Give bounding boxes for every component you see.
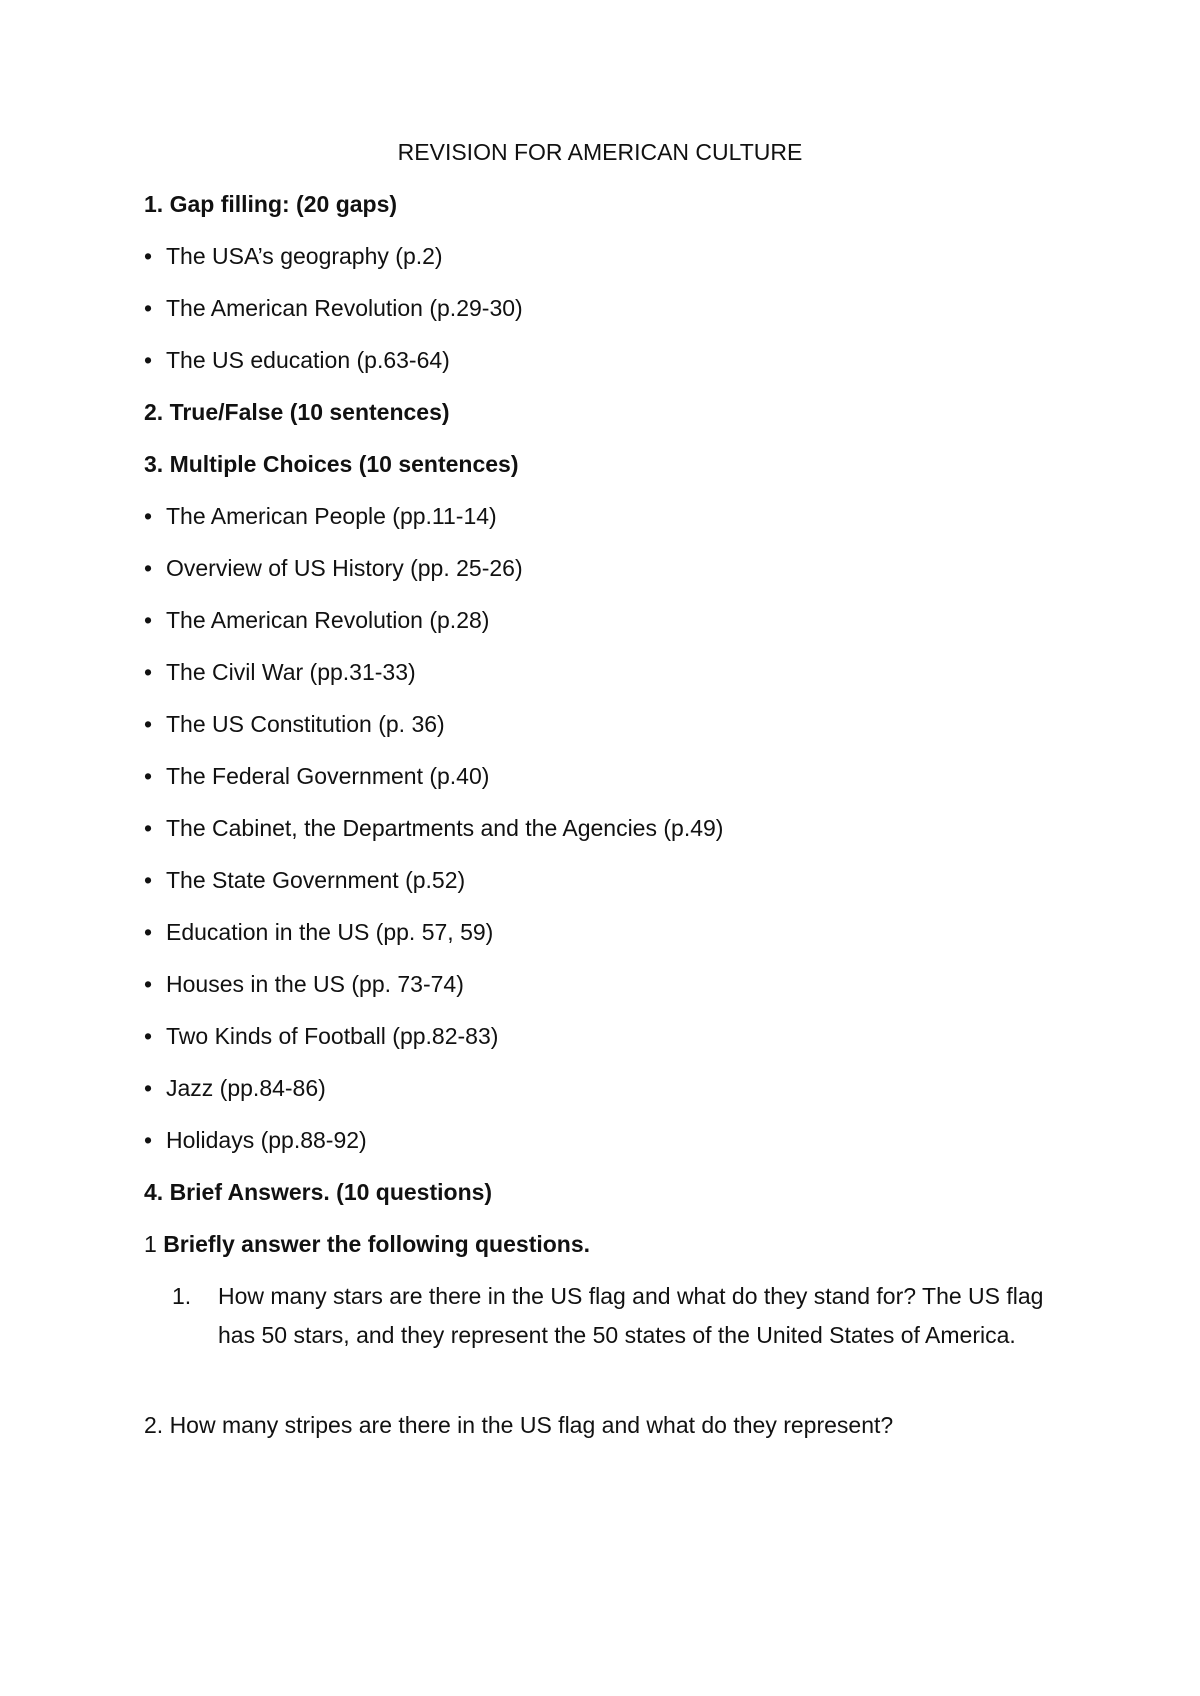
- list-item-text: The US Constitution (p. 36): [166, 711, 445, 737]
- bullet-icon: •: [144, 607, 153, 633]
- list-item: [144, 970, 464, 998]
- instruction-line: [144, 1230, 590, 1258]
- instruction-text: Briefly answer the following questions.: [163, 1231, 591, 1257]
- list-item: [144, 762, 489, 790]
- list-item: [144, 658, 416, 686]
- question-2-text: 2. How many stripes are there in the US flag and what do they represent?: [144, 1412, 894, 1438]
- bullet-icon: •: [144, 815, 153, 841]
- bullet-icon: •: [144, 1023, 153, 1049]
- bullet-icon: •: [144, 867, 153, 893]
- list-item-text: The US education (p.63-64): [166, 347, 450, 373]
- list-item: [144, 866, 465, 894]
- bullet-icon: •: [144, 555, 153, 581]
- bullet-icon: •: [144, 295, 153, 321]
- list-item: [144, 1022, 498, 1050]
- list-item: [144, 242, 443, 270]
- bullet-icon: •: [144, 1127, 153, 1153]
- section-1-heading: 1. Gap filling: (20 gaps): [144, 191, 398, 217]
- list-item-text: The State Government (p.52): [166, 867, 466, 893]
- list-item-text: The Civil War (pp.31-33): [166, 659, 416, 685]
- list-item-text: Houses in the US (pp. 73-74): [166, 971, 464, 997]
- list-item-text: The American Revolution (p.29-30): [166, 295, 523, 321]
- bullet-icon: •: [144, 919, 153, 945]
- list-item: [144, 554, 523, 582]
- section-2-heading: 2. True/False (10 sentences): [144, 399, 450, 425]
- list-item-text: Overview of US History (pp. 25-26): [166, 555, 523, 581]
- list-item-text: Jazz (pp.84-86): [166, 1075, 326, 1101]
- bullet-icon: •: [144, 971, 153, 997]
- list-item-text: The Federal Government (p.40): [166, 763, 490, 789]
- bullet-icon: •: [144, 659, 153, 685]
- list-item-text: The American People (pp.11-14): [166, 503, 497, 529]
- list-item: [144, 710, 445, 738]
- bullet-icon: •: [144, 503, 153, 529]
- list-item: [144, 918, 493, 946]
- list-item: [144, 1126, 367, 1154]
- page-title: REVISION FOR AMERICAN CULTURE: [397, 139, 803, 165]
- list-item: [144, 606, 489, 634]
- list-item: [144, 294, 523, 322]
- list-item-text: Education in the US (pp. 57, 59): [166, 919, 494, 945]
- list-item-text: Two Kinds of Football (pp.82-83): [166, 1023, 499, 1049]
- list-item: [144, 346, 450, 374]
- bullet-icon: •: [144, 711, 153, 737]
- section-3-heading: 3. Multiple Choices (10 sentences): [144, 451, 519, 477]
- list-item: [144, 502, 497, 530]
- question-1-text: How many stars are there in the US flag and what do they stand for? The US flag has 50 stars, and they represent the 50 states of the United States of America.: [218, 1283, 1044, 1348]
- question-1-number: 1.: [172, 1283, 192, 1309]
- section-4-heading: 4. Brief Answers. (10 questions): [144, 1179, 493, 1205]
- list-item-text: The American Revolution (p.28): [166, 607, 490, 633]
- bullet-icon: •: [144, 763, 153, 789]
- list-item-text: The USA’s geography (p.2): [166, 243, 443, 269]
- list-item: [144, 814, 723, 842]
- bullet-icon: •: [144, 243, 153, 269]
- instruction-number: 1: [144, 1231, 157, 1257]
- list-item-text: The Cabinet, the Departments and the Agencies (p.49): [166, 815, 724, 841]
- list-item: [144, 1074, 326, 1102]
- bullet-icon: •: [144, 347, 153, 373]
- list-item-text: Holidays (pp.88-92): [166, 1127, 367, 1153]
- bullet-icon: •: [144, 1075, 153, 1101]
